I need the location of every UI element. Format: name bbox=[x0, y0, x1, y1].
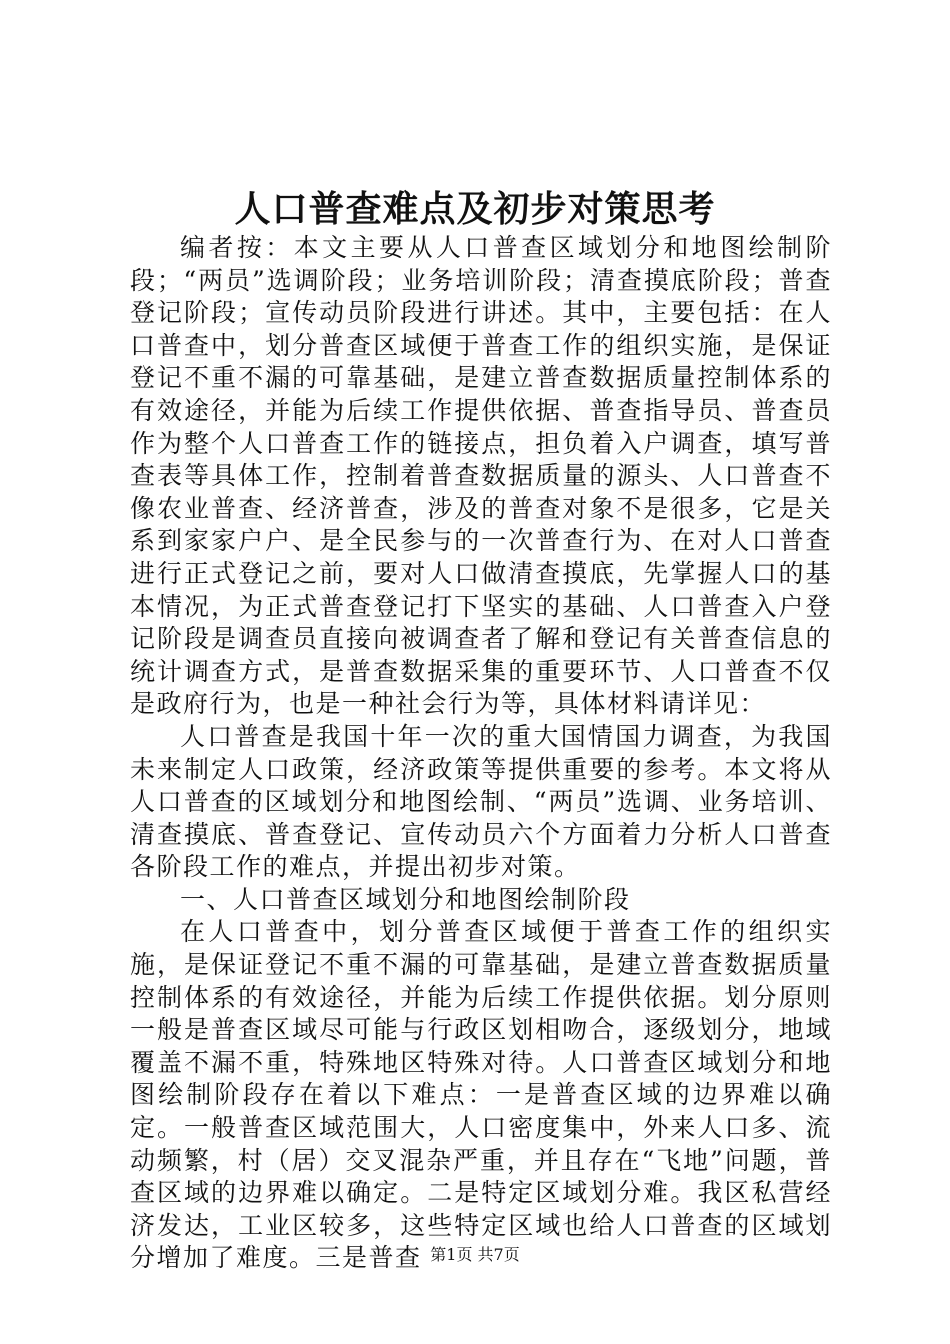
section-heading: 一、人口普查区域划分和地图绘制阶段 bbox=[180, 884, 631, 914]
editor-note-paragraph: 编者按：本文主要从人口普查区域划分和地图绘制阶段；“两员”选调阶段；业务培训阶段；清查摸底阶段；普查登记阶段；宣传动员阶段进行讲述。其中，主要包括：在人口普查中，划分普查区域便于普查工作的组织实施，是保证登记不重不漏的可靠基础，是建立普查数据质量控制体系的有效途径，并能为后续工作提供依据、普查指导员、普查员作为整个人口普查工作的链接点，担负着入户调查，填写普查表等具体工作，控制着普查数据质量的源头、人口普查不像农业普查、经济普查，涉及的普查对象不是很多，它是关系到家家户户、是全民参与的一次普查行为、在对人口普查进行正式登记之前，要对人口做清查摸底，先掌握人口的基本情况，为正式普查登记打下坚实的基础、人口普查入户登记阶段是调查员直接向被调查者了解和登记有关普查信息的统计调查方式，是普查数据采集的重要环节、人口普查不仅是政府行为，也是一种社会行为等，具体材料请详见： bbox=[130, 233, 832, 719]
intro-paragraph: 人口普查是我国十年一次的重大国情国力调查，为我国未来制定人口政策，经济政策等提供重要的参考。本文将从人口普查的区域划分和地图绘制、“两员”选调、业务培训、清查摸底、普查登记、宣传动员六个方面着力分析人口普查各阶段工作的难点，并提出初步对策。 bbox=[130, 721, 832, 882]
document-body bbox=[130, 232, 832, 1275]
page-number-footer: 第1页 共7页 bbox=[430, 1245, 520, 1264]
document-title: 人口普查难点及初步对策思考 bbox=[234, 188, 716, 230]
section-paragraph: 在人口普查中，划分普查区域便于普查工作的组织实施，是保证登记不重不漏的可靠基础，是建立普查数据质量控制体系的有效途径，并能为后续工作提供依据。划分原则一般是普查区域尽可能与行政区划相吻合，逐级划分，地域覆盖不漏不重，特殊地区特殊对待。人口普查区域划分和地图绘制阶段存在着以下难点：一是普查区域的边界难以确定。一般普查区域范围大，人口密度集中，外来人口多、流动频繁，村（居）交叉混杂严重，并且存在“飞地”问题，普查区域的边界难以确定。二是特定区域划分难。我区私营经济发达，工业区较多，这些特定区域也给人口普查的区域划分增加了难度。三是普查 bbox=[130, 917, 832, 1273]
